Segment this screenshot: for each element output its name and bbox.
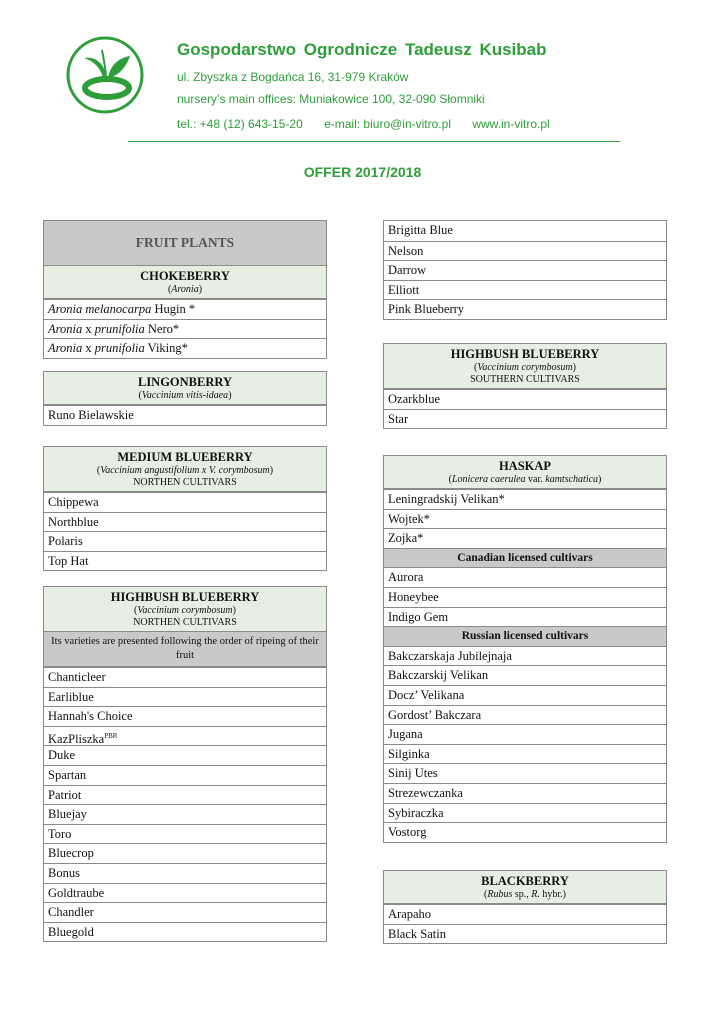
phone: tel.: +48 (12) 643-15-20 bbox=[177, 117, 303, 131]
list-item: Pink Blueberry bbox=[384, 299, 666, 319]
medium-blueberry-header: MEDIUM BLUEBERRY (Vaccinium angustifolium x V. corymbosum) NORTHEN CULTIVARS bbox=[44, 447, 326, 492]
lingonberry-table bbox=[43, 371, 327, 426]
list-item: Patriot bbox=[44, 785, 326, 805]
chokeberry-table bbox=[43, 220, 327, 359]
list-item: Chandler bbox=[44, 902, 326, 922]
list-item: Strezewczanka bbox=[384, 783, 666, 803]
website-link[interactable]: www.in-vitro.pl bbox=[472, 117, 550, 131]
list-item: Goldtraube bbox=[44, 883, 326, 903]
lingonberry-header: LINGONBERRY (Vaccinium vitis-idaea) bbox=[44, 372, 326, 405]
list-item: Duke bbox=[44, 745, 326, 765]
list-item: KazPliszka$^{PBR}$ bbox=[44, 726, 326, 746]
russian-cultivars-heading: Russian licensed cultivars bbox=[384, 626, 666, 646]
highbush-north-note: NORTHEN CULTIVARS bbox=[133, 617, 237, 628]
blackberry-table bbox=[383, 870, 667, 944]
list-item: Polaris bbox=[44, 531, 326, 551]
ripening-order-note: Its varieties are presented following the order of ripeing of their fruit bbox=[44, 632, 326, 667]
highbush-north-title: HIGHBUSH BLUEBERRY bbox=[110, 590, 260, 604]
list-item: Toro bbox=[44, 824, 326, 844]
list-item: Indigo Gem bbox=[384, 607, 666, 627]
medium-blueberry-table bbox=[43, 446, 327, 571]
fruit-plants-heading: FRUIT PLANTS bbox=[44, 221, 326, 266]
list-item: Gordost’ Bakczara bbox=[384, 705, 666, 725]
highbush-south-latin: Vaccinium corymbosum bbox=[477, 362, 573, 373]
list-item: Star bbox=[384, 409, 666, 429]
blackberry-title: BLACKBERRY bbox=[481, 874, 569, 888]
list-item: Bluejay bbox=[44, 804, 326, 824]
list-item: Bakczarskij Velikan bbox=[384, 665, 666, 685]
list-item: Nelson bbox=[384, 241, 666, 261]
pbr-mark: PBR bbox=[104, 731, 118, 740]
list-item: Northblue bbox=[44, 512, 326, 532]
list-item: Spartan bbox=[44, 765, 326, 785]
highbush-south-table bbox=[383, 343, 667, 429]
list-item: Wojtek* bbox=[384, 509, 666, 529]
highbush-south-header: HIGHBUSH BLUEBERRY (Vaccinium corymbosum) SOUTHERN CULTIVARS bbox=[384, 344, 666, 389]
list-item: Zojka* bbox=[384, 528, 666, 548]
list-item: Aronia melanocarpa Hugin * bbox=[44, 299, 326, 319]
medium-blueberry-title: MEDIUM BLUEBERRY bbox=[117, 450, 253, 464]
list-item: Aronia x prunifolia Nero* bbox=[44, 319, 326, 339]
list-item: Top Hat bbox=[44, 551, 326, 571]
lingonberry-title: LINGONBERRY bbox=[137, 375, 233, 389]
list-item: Bluecrop bbox=[44, 843, 326, 863]
haskap-table bbox=[383, 455, 667, 843]
list-item: Bluegold bbox=[44, 922, 326, 942]
company-name: Gospodarstwo Ogrodnicze Tadeusz Kusibab bbox=[177, 40, 547, 59]
list-item: Aurora bbox=[384, 567, 666, 587]
list-item: Arapaho bbox=[384, 904, 666, 924]
haskap-header: HASKAP (Lonicera caerulea var. kamtschatica) bbox=[384, 456, 666, 489]
list-item: Black Satin bbox=[384, 924, 666, 944]
medium-blueberry-note: NORTHEN CULTIVARS bbox=[133, 477, 237, 488]
list-item: Bonus bbox=[44, 863, 326, 883]
list-item: Aronia x prunifolia Viking* bbox=[44, 338, 326, 358]
canadian-cultivars-heading: Canadian licensed cultivars bbox=[384, 548, 666, 568]
blueberry-continued-table bbox=[383, 220, 667, 320]
list-item: Bakczarskaja Jubilejnaja bbox=[384, 646, 666, 666]
list-item: Brigitta Blue bbox=[388, 223, 453, 237]
highbush-north-table bbox=[43, 586, 327, 942]
list-item: Runo Bielawskie bbox=[44, 405, 326, 425]
list-item: Chippewa bbox=[44, 492, 326, 512]
list-item: Silginka bbox=[384, 744, 666, 764]
highbush-south-note: SOUTHERN CULTIVARS bbox=[470, 374, 580, 385]
chokeberry-latin: Aronia bbox=[171, 284, 199, 295]
highbush-south-title: HIGHBUSH BLUEBERRY bbox=[450, 347, 600, 361]
list-item: Jugana bbox=[384, 724, 666, 744]
email-link[interactable]: e-mail: biuro@in-vitro.pl bbox=[324, 117, 451, 131]
nursery-logo-icon bbox=[66, 36, 144, 114]
list-item: Ozarkblue bbox=[384, 389, 666, 409]
highbush-north-latin: Vaccinium corymbosum bbox=[137, 605, 233, 616]
list-item: Elliott bbox=[384, 280, 666, 300]
list-item: Leningradskij Velikan* bbox=[384, 489, 666, 509]
list-item: Darrow bbox=[384, 260, 666, 280]
offer-title: OFFER 2017/2018 bbox=[303, 164, 422, 180]
chokeberry-header: CHOKEBERRY (Aronia) bbox=[44, 266, 326, 299]
header-divider bbox=[128, 141, 620, 142]
haskap-title: HASKAP bbox=[498, 459, 552, 473]
address: ul. Zbyszka z Bogdańca 16, 31-979 Kraków bbox=[177, 70, 409, 84]
list-item: Earliblue bbox=[44, 687, 326, 707]
list-item: Vostorg bbox=[384, 822, 666, 842]
lingonberry-latin: Vaccinium vitis-idaea bbox=[141, 390, 229, 401]
offices-address: nursery’s main offices: Muniakowice 100, 32-090 Słomniki bbox=[177, 92, 485, 106]
list-item: Docz’ Velikana bbox=[384, 685, 666, 705]
list-item: Sybiraczka bbox=[384, 803, 666, 823]
list-item: Hannah's Choice bbox=[44, 706, 326, 726]
medium-blueberry-latin: Vaccinium angustifolium x V. corymbosum bbox=[100, 465, 270, 476]
chokeberry-title: CHOKEBERRY bbox=[140, 269, 230, 283]
list-item: Honeybee bbox=[384, 587, 666, 607]
contact-line bbox=[177, 117, 568, 131]
list-item: Sinij Utes bbox=[384, 763, 666, 783]
list-item: Chanticleer bbox=[44, 667, 326, 687]
blackberry-header: BLACKBERRY (Rubus sp., R. hybr.) bbox=[384, 871, 666, 904]
highbush-north-header: HIGHBUSH BLUEBERRY (Vaccinium corymbosum) NORTHEN CULTIVARS bbox=[44, 587, 326, 632]
